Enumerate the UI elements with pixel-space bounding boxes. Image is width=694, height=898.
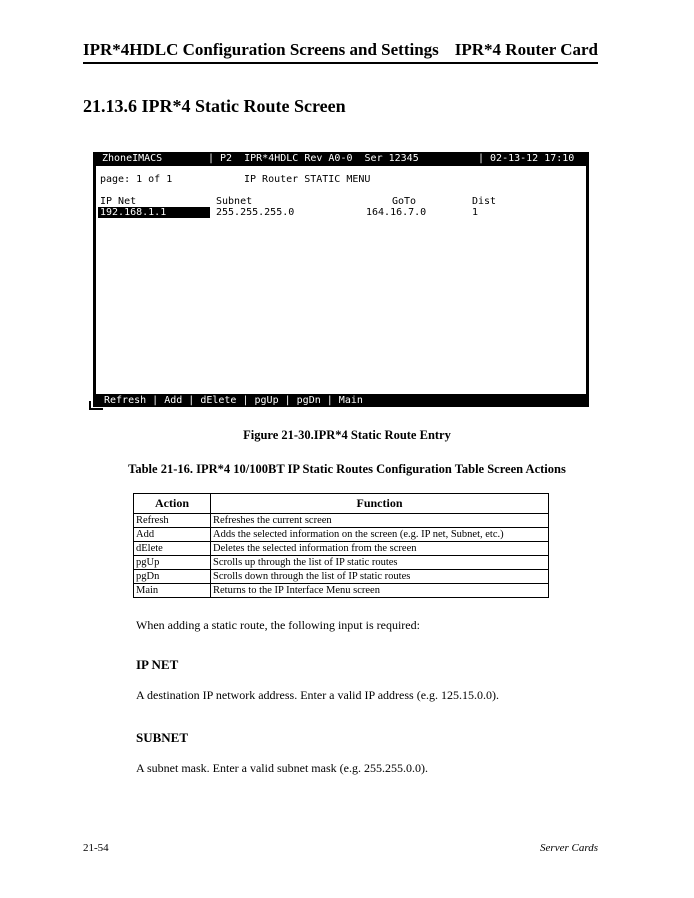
header-rule [83, 62, 598, 64]
ipnet-heading: IP NET [136, 657, 179, 672]
table-cell-action: pgDn [134, 570, 211, 584]
section-title: 21.13.6 IPR*4 Static Route Screen [83, 96, 346, 116]
terminal-row-goto: 164.16.7.0 [366, 207, 427, 218]
terminal-page-label: page: 1 of 1 [100, 174, 173, 185]
table-row [134, 542, 549, 556]
table-row [134, 528, 549, 542]
terminal-row-dist: 1 [472, 207, 479, 218]
terminal-cursor-mark [89, 401, 103, 410]
table-title: Table 21-16. IPR*4 10/100BT IP Static Routes Configuration Table Screen Actions [128, 462, 566, 476]
table-cell-function: Scrolls down through the list of IP static routes [211, 570, 549, 584]
table-cell-function: Deletes the selected information from the screen [211, 542, 549, 556]
terminal-menu-title: IP Router STATIC MENU [244, 174, 371, 185]
terminal-menu-bar [96, 394, 586, 407]
terminal-system-name: ZhoneIMACS [102, 153, 163, 164]
page-number: 21-54 [83, 842, 109, 854]
ipnet-description: A destination IP network address. Enter a valid IP address (e.g. 125.15.0.0). [136, 688, 500, 702]
table-cell-function: Scrolls up through the list of IP static routes [211, 556, 549, 570]
table-header-row [134, 494, 549, 514]
table-row [134, 514, 549, 528]
table-row [134, 584, 549, 598]
table-cell-action: Main [134, 584, 211, 598]
table-cell-action: Add [134, 528, 211, 542]
terminal-col-goto: GoTo [392, 196, 417, 207]
terminal-datetime: | 02-13-12 17:10 [478, 153, 575, 164]
table-row [134, 570, 549, 584]
terminal-col-subnet: Subnet [216, 196, 253, 207]
table-cell-function: Adds the selected information on the screen (e.g. IP net, Subnet, etc.) [211, 528, 549, 542]
table-cell-action: pgUp [134, 556, 211, 570]
table-cell-action: Refresh [134, 514, 211, 528]
table-cell-function: Refreshes the current screen [211, 514, 549, 528]
terminal-row-ipnet-selected[interactable]: 192.168.1.1 [98, 207, 210, 218]
table-cell-function: Returns to the IP Interface Menu screen [211, 584, 549, 598]
terminal-card-info: | P2 IPR*4HDLC Rev A0-0 Ser 12345 [208, 153, 419, 164]
running-header-left: IPR*4HDLC Configuration Screens and Settings [83, 40, 439, 59]
terminal-col-ipnet: IP Net [100, 196, 137, 207]
subnet-heading: SUBNET [136, 730, 189, 745]
table-cell-action: dElete [134, 542, 211, 556]
intro-paragraph: When adding a static route, the following input is required: [136, 618, 420, 632]
figure-caption: Figure 21-30.IPR*4 Static Route Entry [243, 428, 451, 442]
table-header-action: Action [134, 494, 211, 514]
running-header-right: IPR*4 Router Card [454, 40, 598, 59]
footer-chapter: Server Cards [540, 842, 598, 854]
table-row [134, 556, 549, 570]
actions-table [133, 493, 549, 598]
terminal-title-bar [96, 152, 586, 166]
terminal-menu-commands[interactable]: Refresh | Add | dElete | pgUp | pgDn | Main [104, 395, 363, 406]
terminal-screenshot [93, 152, 589, 407]
table-header-function: Function [211, 494, 549, 514]
terminal-col-dist: Dist [472, 196, 497, 207]
terminal-row-subnet: 255.255.255.0 [216, 207, 295, 218]
subnet-description: A subnet mask. Enter a valid subnet mask (e.g. 255.255.0.0). [136, 761, 428, 775]
